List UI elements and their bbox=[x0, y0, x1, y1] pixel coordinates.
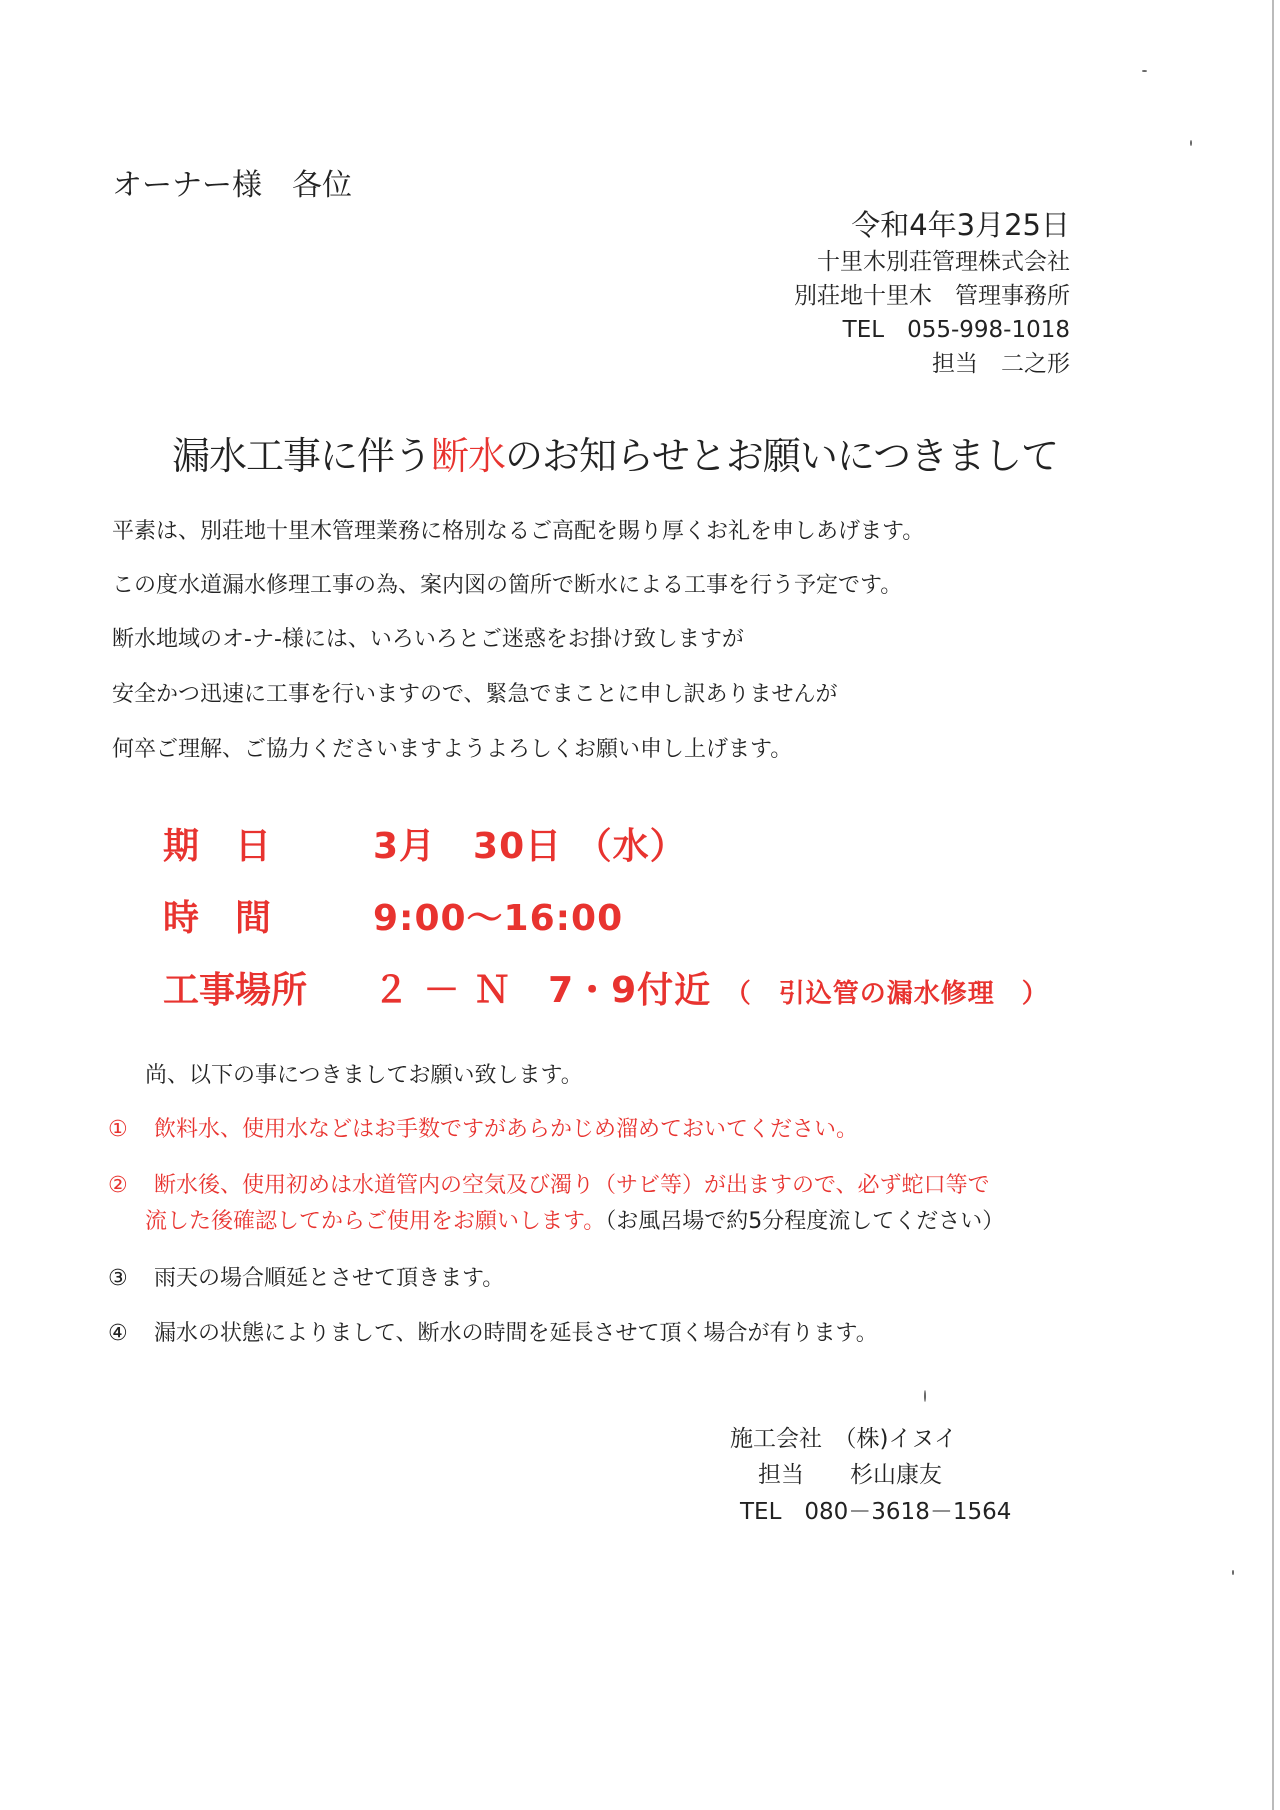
schedule-place-main: ２ － Ｎ 7・9付近 bbox=[373, 970, 712, 1011]
body-line-5: 何卒ご理解、ご協力くださいますようよろしくお願い申し上げます。 bbox=[112, 737, 793, 762]
request-text: 漏水の状態によりまして、断水の時間を延長させて頂く場合が有ります。 bbox=[154, 1321, 878, 1346]
request-text-red: 飲料水、使用水などはお手数ですがあらかじめ溜めておいてください。 bbox=[154, 1117, 859, 1142]
body-line-3: 断水地域のオ-ナ-様には、いろいろとご迷惑をお掛け致しますが bbox=[112, 627, 744, 652]
scan-speck bbox=[1232, 1570, 1234, 1575]
request-number: ① bbox=[108, 1117, 128, 1142]
scan-edge bbox=[1272, 0, 1274, 1810]
request-number: ② bbox=[108, 1173, 128, 1198]
body-line-2: この度水道漏水修理工事の為、案内図の箇所で断水による工事を行う予定です。 bbox=[112, 573, 903, 598]
contractor-tel: TEL 080－3618－1564 bbox=[740, 1499, 1012, 1525]
request-item-1 bbox=[108, 1112, 858, 1143]
scan-speck bbox=[1190, 140, 1192, 146]
addressee: オーナー様 各位 bbox=[112, 168, 352, 203]
request-text: （お風呂場で約5分程度流してください） bbox=[605, 1209, 1005, 1234]
title-before: 漏水工事に伴う bbox=[172, 434, 432, 478]
schedule-time-value: 9:00～16:00 bbox=[373, 898, 624, 939]
issuer-contact: 担当 二之形 bbox=[932, 351, 1070, 377]
request-text-red: 流した後確認してからご使用をお願いします。 bbox=[145, 1209, 606, 1234]
request-text-red: 断水後、使用初めは水道管内の空気及び濁り（サビ等）が出ますので、必ず蛇口等で bbox=[154, 1173, 990, 1198]
request-item-2-continued bbox=[145, 1204, 1004, 1235]
contractor-contact: 担当 杉山康友 bbox=[758, 1462, 942, 1488]
contractor-company: 施工会社 （株)イヌイ bbox=[730, 1426, 958, 1452]
title-after: のお知らせとお願いにつきまして bbox=[505, 434, 1059, 478]
request-item-3 bbox=[108, 1261, 504, 1292]
issuer-company: 十里木別荘管理株式会社 bbox=[817, 249, 1070, 275]
schedule-place-label: 工事場所 bbox=[163, 970, 308, 1011]
request-number: ③ bbox=[108, 1266, 128, 1291]
issuer-tel: TEL 055-998-1018 bbox=[842, 317, 1070, 343]
body-line-1: 平素は、別荘地十里木管理業務に格別なるご高配を賜り厚くお礼を申しあげます。 bbox=[112, 519, 925, 544]
schedule-place-value bbox=[373, 962, 1049, 1013]
issuer-office: 別荘地十里木 管理事務所 bbox=[794, 283, 1070, 309]
schedule-place-note: （ 引込管の漏水修理 ） bbox=[724, 979, 1049, 1009]
body-line-4: 安全かつ迅速に工事を行いますので、緊急でまことに申し訳ありませんが bbox=[112, 682, 838, 707]
schedule-date-label: 期 日 bbox=[163, 826, 272, 867]
scan-speck bbox=[924, 1390, 926, 1402]
title-highlight: 断水 bbox=[431, 434, 506, 478]
notice-title bbox=[172, 425, 1058, 480]
request-text: 雨天の場合順延とさせて頂きます。 bbox=[154, 1266, 505, 1291]
schedule-time-label: 時 間 bbox=[163, 898, 272, 939]
schedule-date-value: 3月 30日 （水） bbox=[373, 826, 687, 867]
requests-intro: 尚、以下の事につきましてお願い致します。 bbox=[145, 1063, 583, 1088]
request-item-4 bbox=[108, 1316, 878, 1347]
scan-speck bbox=[1142, 70, 1147, 72]
request-number: ④ bbox=[108, 1321, 128, 1346]
issuer-block bbox=[794, 205, 1070, 381]
issue-date: 令和4年3月25日 bbox=[851, 208, 1070, 242]
request-item-2 bbox=[108, 1168, 990, 1199]
